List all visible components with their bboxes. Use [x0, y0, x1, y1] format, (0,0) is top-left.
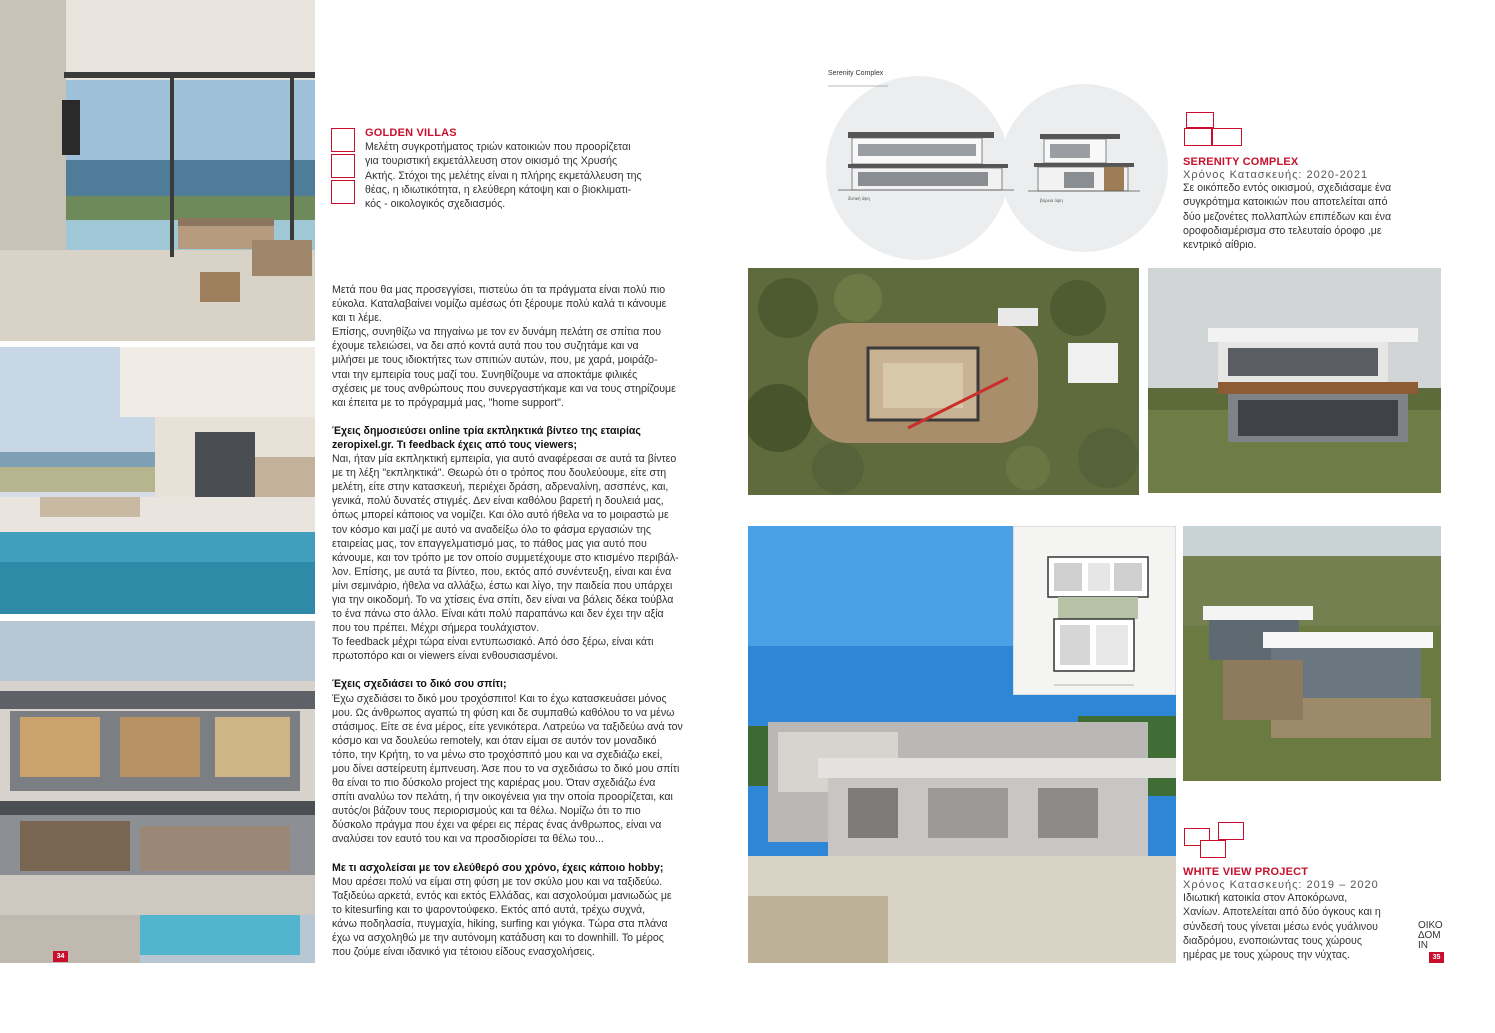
serenity-drawing-title: Serenity Complex [828, 70, 884, 77]
article-question-1 [332, 424, 684, 452]
golden-villas-interior-photo [0, 0, 315, 341]
golden-villas-title: GOLDEN VILLAS [365, 127, 457, 139]
text-line: πρωτοπόρο και οι viewers είναι ενθουσιασμένοι. [332, 650, 559, 663]
logo-line-2: ΔΟΜ [1418, 930, 1441, 941]
text-line: σπίτι αναλύω τον πελάτη, ή την οικογένεια για την οποία προορίζεται, και [332, 791, 673, 804]
text-line: αναλύσει τον εαυτό του και να προσδιορίσει τα θέλω του... [332, 833, 604, 846]
white-view-desc [1183, 891, 1413, 962]
text-line: αυτός/οι βάζουν τους περιορισμούς και τα θέλω. Νομίζω ότι το πιο [332, 805, 641, 818]
text-line: zeropixel.gr. Τι feedback έχεις από τους viewers; [332, 438, 578, 451]
text-line: έχουμε τελειώσει, να δει από κοντά αυτά που του συζητάμε και να [332, 340, 639, 353]
text-line: γενικά, πολύ δυνατές στιγμές. Δεν είναι καθόλου βαρετή η δουλειά μας, [332, 495, 664, 508]
white-view-title: WHITE VIEW PROJECT [1183, 866, 1309, 878]
golden-villas-box-1 [331, 128, 355, 152]
text-line: κόσμο και να δουλεύω remotely, και όταν είμαι σε αυτόν τον μοναδικό [332, 734, 657, 747]
white-view-line: Ιδιωτική κατοικία στον Αποκόρωνα, [1183, 892, 1348, 904]
text-line: στάσιμος. Είτε σε ένα μέρος, είτε γενικότερα. Λατρεύω να ταξιδεύω ανά τον [332, 720, 683, 733]
golden-villas-box-2 [331, 154, 355, 178]
article-body [332, 283, 684, 959]
golden-villas-line: Ακτής. Στόχοι της μελέτης είναι η πλήρης εκμετάλλευση της [365, 169, 642, 182]
text-line: μου. Ως άνθρωπος αγαπώ τη φύση και δε συμπαθώ καθόλου το να μένω [332, 706, 675, 719]
oikodomin-logo [1418, 921, 1448, 951]
text-line: το kitesurfing και το ψαροντούφεκο. Εκτός από αυτά, τρέχω συχνά, [332, 903, 646, 916]
serenity-year: Χρόνος Κατασκευής: 2020-2021 [1183, 169, 1369, 181]
serenity-line: οροφοδιαμέρισμα στο τελευταίο όροφο ,με [1183, 224, 1382, 237]
text-line: που ζούμε είναι ιδανικό για τέτοιου είδους ενασχολήσεις. [332, 946, 595, 959]
text-line: και έπειτα με το πρόγραμμά μας, "home support". [332, 396, 564, 409]
page-number-right: 35 [1429, 952, 1444, 963]
text-line: Μου αρέσει πολύ να είμαι στη φύση με τον σκύλο μου και να ταξιδεύω. [332, 875, 663, 888]
text-line: για την οικοδομή. Το να χτίσεις ένα σπίτι, δεν είναι να βάλεις δέκα τούβλα [332, 593, 674, 606]
text-line: μίνι σεμινάριο, ήθελα να αλλάξω, έστω και λίγο, την παιδεία που υπάρχει [332, 579, 673, 592]
white-view-box-top [1218, 822, 1244, 840]
article-paragraph-3 [332, 692, 684, 847]
article-question-3 [332, 861, 684, 875]
text-line: δύσκολο πράγμα που έχει να φέρει εις πέρας ένας άνθρωπος, είναι να [332, 819, 662, 832]
white-view-line: ημέρας με τους χώρους την νύχτας. [1183, 949, 1350, 962]
golden-villas-dusk-photo [0, 621, 315, 963]
serenity-elevation-drawing [818, 66, 1174, 262]
white-view-render-photo [1183, 526, 1441, 781]
text-line: το ένα πάνω στο άλλο. Είναι κάτι πολύ παραπάνω και δεν έχει την αξία [332, 608, 664, 621]
text-line: λον. Επίσης, με αυτά τα βίντεο, που, εκτός από συνέντευξη, είναι και ένα [332, 565, 672, 578]
text-line: μελέτη, είτε στην κατασκευή, περιέχει δράση, αδρεναλίνη, ασσπένς, και, [332, 481, 669, 494]
serenity-line: κεντρικό αίθριο. [1183, 239, 1257, 252]
text-line: σχέσεις με τους ανθρώπους που συνεργαστήκαμε και να τους στηρίζουμε [332, 382, 676, 395]
serenity-line: συγκρότημα κατοικιών που αποτελείται από [1183, 196, 1388, 209]
white-view-line: Χανίων. Αποτελείται από δύο όγκους και η [1183, 906, 1381, 919]
article-paragraph-2 [332, 452, 684, 663]
text-line: μιλήσει με τους ιδιοκτήτες των σπιτιών αυτών, που, με χαρά, μοιράζο- [332, 354, 658, 367]
golden-villas-box-3 [331, 180, 355, 204]
article-paragraph-4 [332, 875, 684, 960]
text-line: Ναι, ήταν μία εκπληκτική εμπειρία, για αυτό αναφέρεσαι σε αυτά τα βίντεο [332, 453, 677, 466]
white-view-box-mid [1200, 840, 1226, 858]
serenity-left-caption: δυτική όψη [848, 196, 870, 201]
serenity-title: SERENITY COMPLEX [1183, 156, 1299, 168]
text-line: κάνω ποδηλασία, πυγμαχία, hiking, surfing και γιόγκα. Τώρα στα πλάνα [332, 917, 668, 930]
text-line: νται την εμπειρία τους μαζί του. Συνηθίζουμε να αποκτάμε φιλικές [332, 368, 638, 381]
text-line: κάνουμε, και τον τρόπο με τον οποίο συμμετέχουμε στο κτισμένο περιβάλ- [332, 551, 679, 564]
golden-villas-line: για τουριστική εκμετάλλευση στον οικισμό της Χρυσής [365, 155, 618, 168]
text-line: Επίσης, συνηθίζω να πηγαίνω με τον εν δυνάμη πελάτη σε σπίτια που [332, 326, 662, 339]
text-line: όπως μπορεί κάποιος να νομίζει. Και όλο αυτό ήθελα να το μοιραστώ με [332, 509, 669, 522]
text-line: Έχεις σχεδιάσει το δικό σου σπίτι; [332, 678, 507, 691]
golden-villas-terrace-photo [0, 347, 315, 614]
text-line: και τι λέμε. [332, 312, 382, 325]
white-view-line: σύνδεσή τους γίνεται μέσω ενός γυάλινου [1183, 920, 1378, 933]
text-line: που του πρέπει. Μέχρι σήμερα τουλάχιστον. [332, 622, 540, 635]
article-question-2 [332, 677, 684, 691]
white-view-year: Χρόνος Κατασκευής: 2019 – 2020 [1183, 879, 1379, 891]
white-view-block [1183, 866, 1413, 962]
serenity-block [1183, 156, 1413, 252]
text-line: Το feedback μέχρι τώρα είναι εντυπωσιακό. Από όσο ξέρω, είναι κάτι [332, 636, 654, 649]
text-line: θα είναι το πιο δύσκολο project της καριέρας μου. Όταν σχεδιάζω ένα [332, 777, 656, 790]
page-number-left: 34 [53, 951, 68, 962]
text-line: εταιρείας μας, τον επαγγελματισμό μας, το πάθος μας για αυτό που [332, 537, 647, 550]
logo-line-1: ΟΙΚΟ [1418, 920, 1443, 931]
golden-villas-desc [365, 140, 665, 211]
serenity-right-caption: βόρεια όψη [1040, 198, 1063, 203]
text-line: τον κόσμο και μαζί με αυτό να αναδείξω όλο το φάσμα εργασιών της [332, 523, 652, 536]
text-line: τόπο, την Κρήτη, το να μένω στο τροχόσπιτό μου και να σχεδιάζω εκεί, [332, 748, 663, 761]
serenity-aerial-photo [748, 268, 1139, 495]
golden-villas-line: Μελέτη συγκροτήματος τριών κατοικιών που προορίζεται [365, 141, 631, 153]
serenity-desc [1183, 181, 1413, 252]
serenity-box-top [1186, 112, 1214, 128]
serenity-line: Σε οικόπεδο εντός οικισμού, σχεδιάσαμε ένα [1183, 182, 1392, 194]
text-line: Έχεις δημοσιεύσει online τρία εκπληκτικά βίντεο της εταιρίας [332, 424, 641, 437]
text-line: Με τι ασχολείσαι με τον ελεύθερό σου χρόνο, έχεις κάποιο hobby; [332, 861, 664, 874]
golden-villas-line: θέας, η ιδιωτικότητα, η ελεύθερη κάτοψη και ο βιοκλιματι- [365, 183, 632, 196]
serenity-line: δύο μεζονέτες πολλαπλών επιπέδων και ένα [1183, 210, 1392, 223]
article-paragraph-1 [332, 283, 684, 410]
logo-line-3: IN [1418, 940, 1428, 951]
text-line: Μετά που θα μας προσεγγίσει, πιστεύω ότι τα πράγματα είναι πολύ πιο [332, 284, 666, 296]
text-line: έχω να ασχοληθώ με την αυτόνομη κατάδυση και το downhill. Το μέρος [332, 932, 664, 945]
serenity-box-left [1184, 128, 1212, 146]
text-line: μου δίνει αστείρευτη έμπνευση. Άσε που το να σχεδιάσω το δικό μου σπίτι [332, 763, 680, 775]
white-view-line: διαδρόμου, ενοποιώντας τους χώρους [1183, 934, 1362, 947]
golden-villas-block [365, 127, 665, 211]
text-line: Έχω σχεδιάσει το δικό μου τροχόσπιτο! Και το έχω κατασκευάσει μόνος [332, 692, 667, 705]
text-line: εύκολα. Καταλαβαίνει νομίζω αμέσως ότι ξέρουμε πολύ καλά τι κάνουμε [332, 298, 667, 311]
golden-villas-line: κός - οικολογικός σχεδιασμός. [365, 198, 506, 211]
serenity-render-photo [1148, 268, 1441, 493]
white-view-floor-plan-overlay [1013, 526, 1176, 695]
serenity-box-right [1212, 128, 1242, 146]
text-line: Ταξιδεύω αρκετά, εντός και εκτός Ελλάδας, και ασχολούμαι μανιωδώς με [332, 889, 672, 902]
text-line: με τη λέξη "εκπληκτικά". Θεωρώ ότι ο τρόπος που δουλεύουμε, είτε στη [332, 467, 667, 480]
